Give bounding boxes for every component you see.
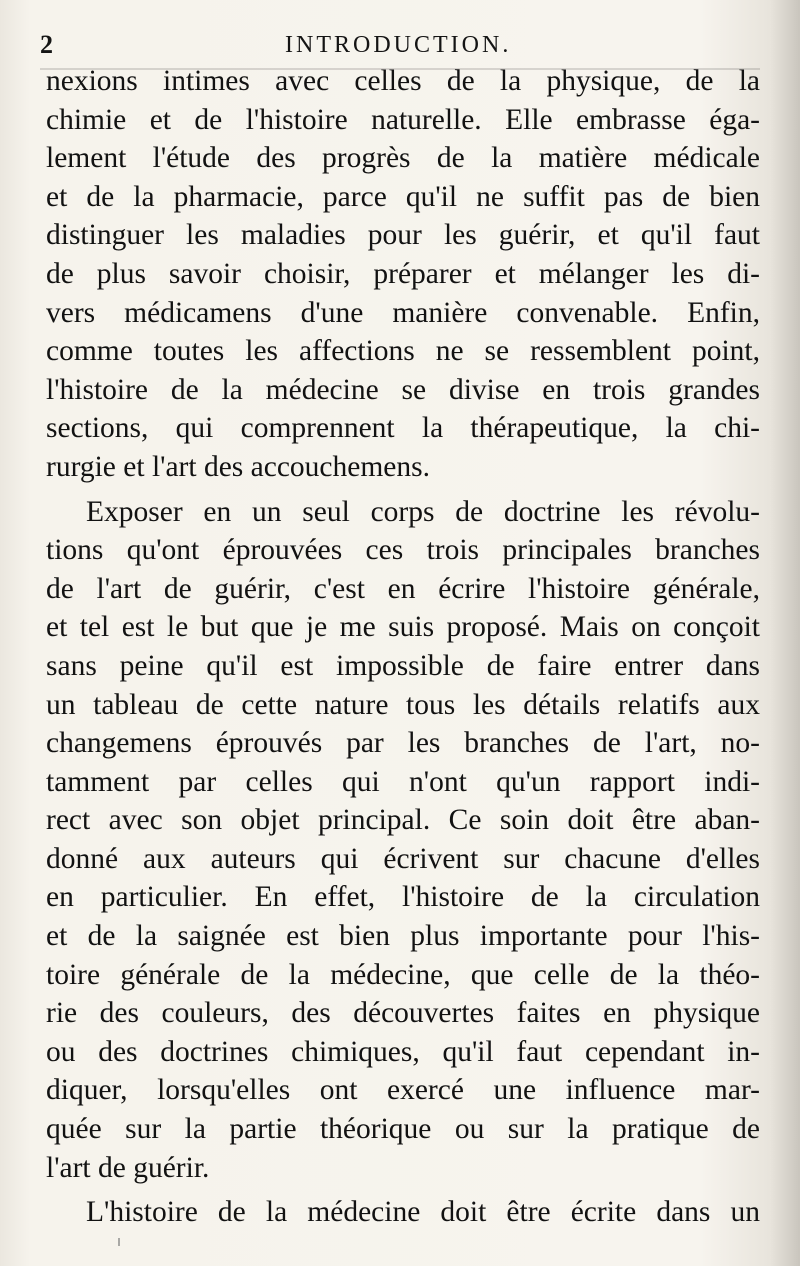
text-line: rie des couleurs, des découvertes faites en physique [46, 997, 760, 1030]
body-text [46, 62, 760, 1232]
text-line: L'histoire de la médecine doit être écrite dans un [86, 1196, 760, 1229]
text-line: en particulier. En effet, l'histoire de la circulation [46, 881, 760, 914]
text-line: quée sur la partie théorique ou sur la pratique de [46, 1113, 760, 1146]
text-line: rect avec son objet principal. Ce soin doit être aban- [46, 804, 760, 837]
text-line: de l'art de guérir, c'est en écrire l'histoire générale, [46, 572, 760, 605]
paragraph [46, 1193, 760, 1232]
text-line: de plus savoir choisir, préparer et mélanger les di- [46, 257, 760, 290]
paragraph [46, 493, 760, 1188]
text-line: sections, qui comprennent la thérapeutique, la chi- [46, 412, 760, 445]
text-line: et tel est le but que je me suis proposé. Mais on conçoit [46, 611, 760, 644]
text-line: l'art de guérir. [46, 1151, 210, 1184]
ink-mark [118, 1238, 120, 1246]
text-line: un tableau de cette nature tous les détails relatifs aux [46, 688, 760, 721]
text-line: tamment par celles qui n'ont qu'un rapport indi- [46, 765, 760, 798]
page-header [40, 30, 760, 64]
text-line: comme toutes les affections ne se ressemblent point, [46, 335, 760, 368]
text-line: et de la pharmacie, parce qu'il ne suffit pas de bien [46, 180, 760, 213]
text-line: Exposer en un seul corps de doctrine les révolu- [86, 495, 760, 528]
text-line: diquer, lorsqu'elles ont exercé une influence mar- [46, 1074, 760, 1107]
text-line: tions qu'ont éprouvées ces trois principales branches [46, 534, 760, 567]
text-line: distinguer les maladies pour les guérir, et qu'il faut [46, 219, 760, 252]
running-head: INTRODUCTION. [285, 32, 512, 58]
text-line: nexions intimes avec celles de la physique, de la [46, 65, 760, 97]
paragraph [46, 62, 760, 487]
text-line: lement l'étude des progrès de la matière médicale [46, 142, 760, 175]
text-line: changemens éprouvés par les branches de l'art, no- [46, 727, 760, 760]
text-line: toire générale de la médecine, que celle de la théo- [46, 958, 760, 991]
text-line: chimie et de l'histoire naturelle. Elle embrasse éga- [46, 103, 760, 136]
text-line: sans peine qu'il est impossible de faire entrer dans [46, 649, 760, 682]
page-number: 2 [40, 30, 53, 59]
text-line: ou des doctrines chimiques, qu'il faut cependant in- [46, 1035, 760, 1068]
text-line: et de la saignée est bien plus importante pour l'his- [46, 920, 760, 953]
text-line: donné aux auteurs qui écrivent sur chacune d'elles [46, 842, 760, 875]
text-line: vers médicamens d'une manière convenable. Enfin, [46, 296, 760, 329]
text-line: l'histoire de la médecine se divise en trois grandes [46, 373, 760, 406]
text-line: rurgie et l'art des accouchemens. [46, 450, 431, 483]
